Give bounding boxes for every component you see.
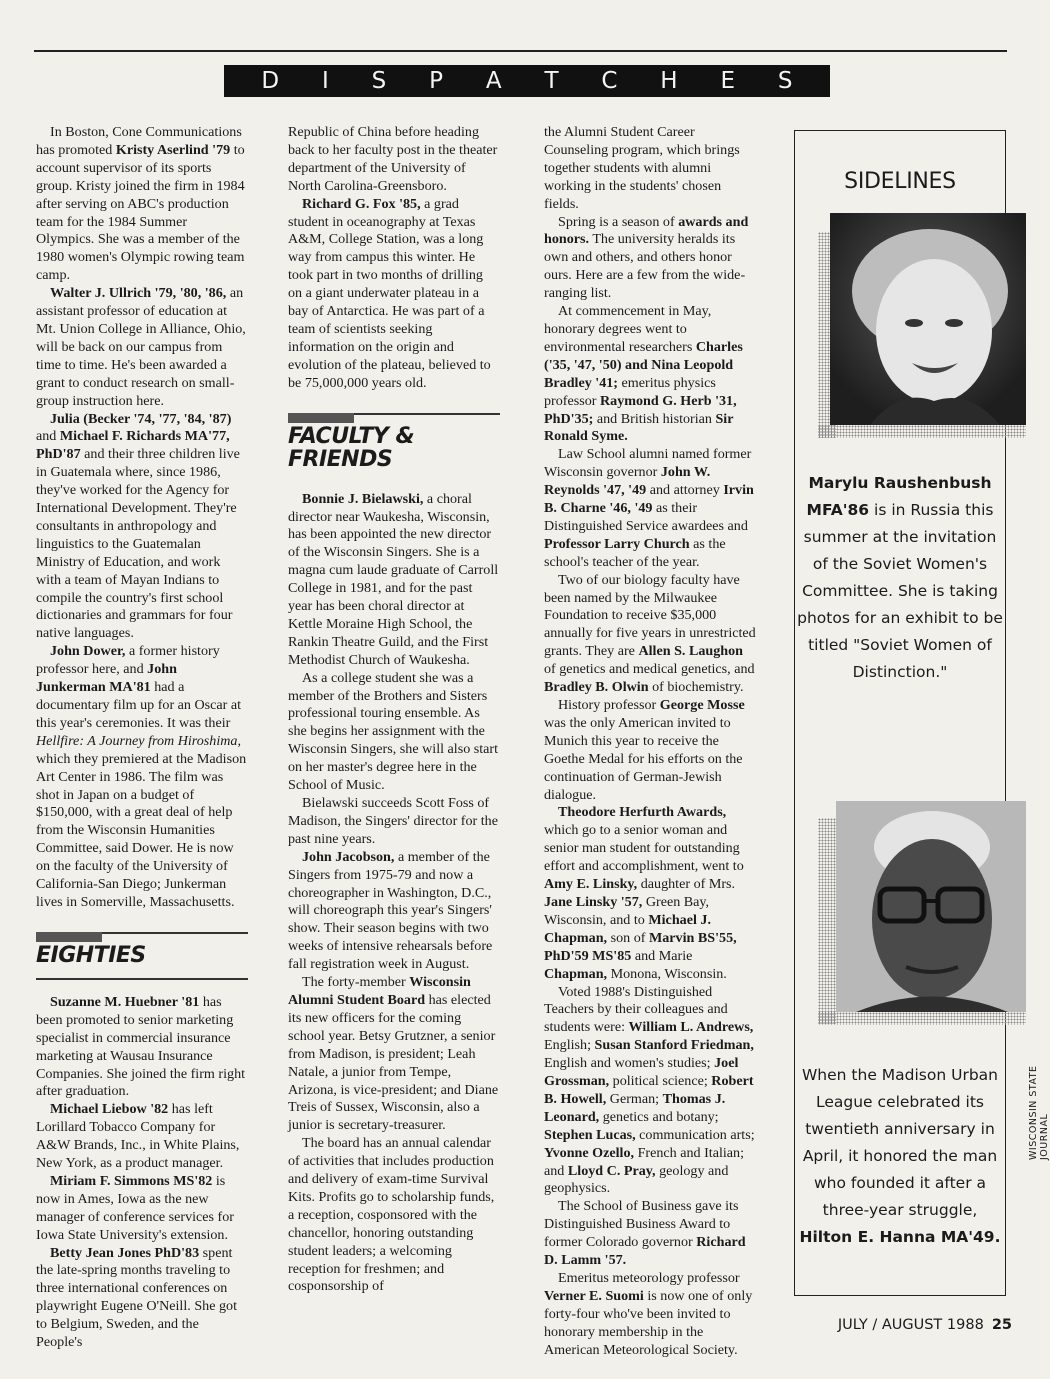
paragraph: In Boston, Cone Communications has promoted Kristy Aserlind '79 to account supervisor of its sports group. Kristy joined the firm in 1984 after serving on ABC's production team for the 1984 Summer Olympics. She was a member of the 1980 women's Olympic rowing team camp.: [36, 124, 245, 284]
banner-letter: A: [485, 68, 502, 94]
paragraph: Richard G. Fox '85, a grad student in oceanography at Texas A&M, College Station, was a long way from campus this winter. He took part in two months of drilling on a giant underwater plateau in a bay of Antarctica. He was part of a team of scientists seeking information on the origin and evolution of the plateau, believed to be 75,000,000 years old.: [288, 195, 491, 391]
section-title: FACULTY & FRIENDS: [288, 423, 415, 472]
section-title: EIGHTIES: [36, 942, 146, 968]
paragraph: Walter J. Ullrich '79, '80, '86, an assistant professor of education at Mt. Union College in Alliance, Ohio, will be back on our campus from time to time. He's been awarded a grant to conduct research on small-group instruction here.: [36, 285, 246, 409]
photo-credit: WISCONSIN STATE JOURNAL: [1028, 1065, 1050, 1160]
banner-letter: P: [429, 68, 443, 94]
banner-letter: S: [371, 68, 387, 94]
paragraph: Law School alumni named former Wisconsin governor John W. Reynolds '47, '49 and attorney Irvin B. Charne '46, '49 as their Distinguished Service awardees and Professor Larry Church as the school's teacher of the year.: [544, 446, 754, 570]
paragraph: Two of our biology faculty have been named by the Milwaukee Foundation to receive $35,000 annually for five years in unrestricted grants. They are Allen S. Laughon of genetics and medical genetics, and Bradley B. Olwin of biochemistry.: [544, 571, 756, 696]
banner-letter: I: [322, 68, 329, 94]
portrait-photo-man: [836, 801, 1026, 1012]
paragraph: Michael Liebow '82 has left Lorillard Tobacco Company for A&W Brands, Inc., in White Plains, New York, as a product manager.: [36, 1101, 240, 1172]
paragraph: At commencement in May, honorary degrees went to environmental researchers Charles ('35, '47, '50) and Nina Leopold Bradley '41; emeritus physics professor Raymond G. Herb '31, PhD'35; and British historian Sir Ronald Syme.: [544, 303, 743, 445]
paragraph: Voted 1988's Distinguished Teachers by their colleagues and students were: William L. Andrews, English; Susan Stanford Friedman, English and women's studies; Joel Grossman, political science; Robert B. Howell, German; Thomas J. Leonard, genetics and botany; Stephen Lucas, communication arts; Yvonne Ozello, French and Italian; and Lloyd C. Pray, geology and geophysics.: [544, 983, 755, 1197]
banner-letter: E: [720, 68, 735, 94]
banner-letter: H: [660, 68, 678, 94]
paragraph: Julia (Becker '74, '77, '84, '87) and Michael F. Richards MA'77, PhD'87 and their three children live in Guatemala where, since 1986, they've worked for the Agency for International Development. They're consultants in anthropology and linguistics to the Guatemalan Ministry of Education, and work with a team of Mayan Indians to compile the country's first school dictionaries and grammars for four native languages.: [36, 410, 240, 642]
paragraph: Emeritus meteorology professor Verner E. Suomi is now one of only forty-four who've been invited to honorary membership in the American Meteorological Society.: [544, 1270, 753, 1358]
paragraph: Republic of China before heading back to her faculty post in the theater department of the University of North Carolina-Greensboro.: [288, 124, 498, 194]
paragraph: Spring is a season of awards and honors. The university heralds its own and others, and others honor ours. Here are a few from the wide-ranging list.: [544, 213, 749, 302]
portrait-photo-woman: [830, 213, 1026, 425]
portrait-man-illustration: [836, 801, 1026, 1012]
paragraph: Bonnie J. Bielawski, a choral director near Waukesha, Wisconsin, has been appointed the new director of the Wisconsin Singers. She is a magna cum laude graduate of Carroll College in 1981, and for the past year has been choral director at Kettle Moraine High School, the Rankin Theatre Guild, and the First Methodist Church of Waukesha.: [288, 490, 499, 668]
paragraph: Miriam F. Simmons MS'82 is now in Ames, Iowa as the new manager of conference services for Iowa State University's extension.: [36, 1172, 234, 1243]
sidebar-title: SIDELINES: [844, 169, 956, 194]
paragraph: Betty Jean Jones PhD'83 spent the late-spring months traveling to three international conferences on playwright Eugene O'Neill. She got to Belgium, Sweden, and the People's: [36, 1244, 237, 1351]
paragraph: Bielawski succeeds Scott Foss of Madison, the Singers' director for the past nine years.: [288, 795, 498, 847]
banner-letter: D: [261, 68, 280, 94]
column-2: [288, 124, 500, 1299]
page-footer: [838, 1317, 1012, 1333]
page-number: 25: [991, 1317, 1012, 1333]
column-1: [36, 124, 248, 1351]
sidebar-caption-2: When the Madison Urban League celebrated its twentieth anniversary in April, it honored the man who founded it after a three-year struggle, Hilton E. Hanna MA'49.: [799, 1066, 1001, 1246]
paragraph: The School of Business gave its Distinguished Business Award to former Colorado governor Richard D. Lamm '57.: [544, 1198, 746, 1269]
issue-date: JULY / AUGUST 1988: [837, 1317, 984, 1333]
paragraph: As a college student she was a member of the Brothers and Sisters professional touring ensemble. As she begins her assignment with the Wisconsin Singers, she will also start on her master's degree here in the School of Music.: [288, 669, 499, 794]
paragraph: the Alumni Student Career Counseling program, which brings together students with alumni working in the students' chosen fields.: [544, 124, 740, 212]
banner-letter: C: [601, 68, 618, 94]
banner-letter: S: [777, 68, 793, 94]
paragraph: History professor George Mosse was the only American invited to Munich this year to receive the Goethe Medal for his efforts on the continuation of German-Jewish dialogue.: [544, 697, 745, 803]
section-banner: [224, 65, 830, 97]
portrait-woman-illustration: [830, 213, 1026, 425]
section-heading-faculty-friends: [288, 407, 500, 479]
paragraph: Suzanne M. Huebner '81 has been promoted to senior marketing specialist in commercial insurance marketing at Wausau Insurance Companies. She joined the firm right after graduation.: [36, 993, 246, 1100]
paragraph: The board has an annual calendar of activities that includes production and delivery of exam-time Survival Kits. Profits go to scholarship funds, a reception, cosponsored with the chancellor, honoring outstanding student leaders; a welcoming reception for freshmen; and cosponsorship of: [288, 1135, 495, 1295]
column-3: [544, 124, 756, 1358]
paragraph: John Jacobson, a member of the Singers from 1975-79 and now a choreographer in Washington, D.C., will choreograph this year's Singers' show. Their season begins with two weeks of intensive rehearsals before fall registration week in August.: [288, 848, 493, 973]
top-rule: [34, 50, 1007, 52]
paragraph: The forty-member Wisconsin Alumni Student Board has elected its new officers for the coming school year. Betsy Grutzner, a senior from Madison, is president; Leah Natale, a junior from Tempe, Arizona, is vice-president; and Diane Treis of Sussex, Wisconsin, also a junior is secretary-treasurer.: [288, 974, 499, 1134]
halftone-border: [818, 1012, 1026, 1025]
sidebar-caption-1: Marylu Raushenbush MFA'86 is in Russia this summer at the invitation of the Soviet Women's Committee. She is taking photos for an exhibit to be titled "Soviet Women of Distinction.": [797, 474, 1003, 681]
paragraph: Theodore Herfurth Awards, which go to a senior woman and senior man student for outstanding effort and accomplishment, went to Amy E. Linsky, daughter of Mrs. Jane Linsky '57, Green Bay, Wisconsin, and to Michael J. Chapman, son of Marvin BS'55, PhD'59 MS'85 and Marie Chapman, Monona, Wisconsin.: [544, 804, 744, 982]
section-heading-eighties: [36, 926, 248, 982]
banner-letter: T: [544, 68, 559, 94]
halftone-border: [818, 425, 1026, 438]
halftone-border: [818, 818, 836, 1024]
paragraph: John Dower, a former history professor here, and John Junkerman MA'81 had a documentary film up for an Oscar at this year's ceremonies. It was their Hellfire: A Journey from Hiroshima, which they premiered at the Madison Art Center in 1986. The film was shot in Japan on a budget of $150,000, with a great deal of help from the Wisconsin Humanities Committee, said Dower. He is now on the faculty of the University of California-San Diego; Junkerman lives in Somerville, Massachusetts.: [36, 643, 247, 910]
